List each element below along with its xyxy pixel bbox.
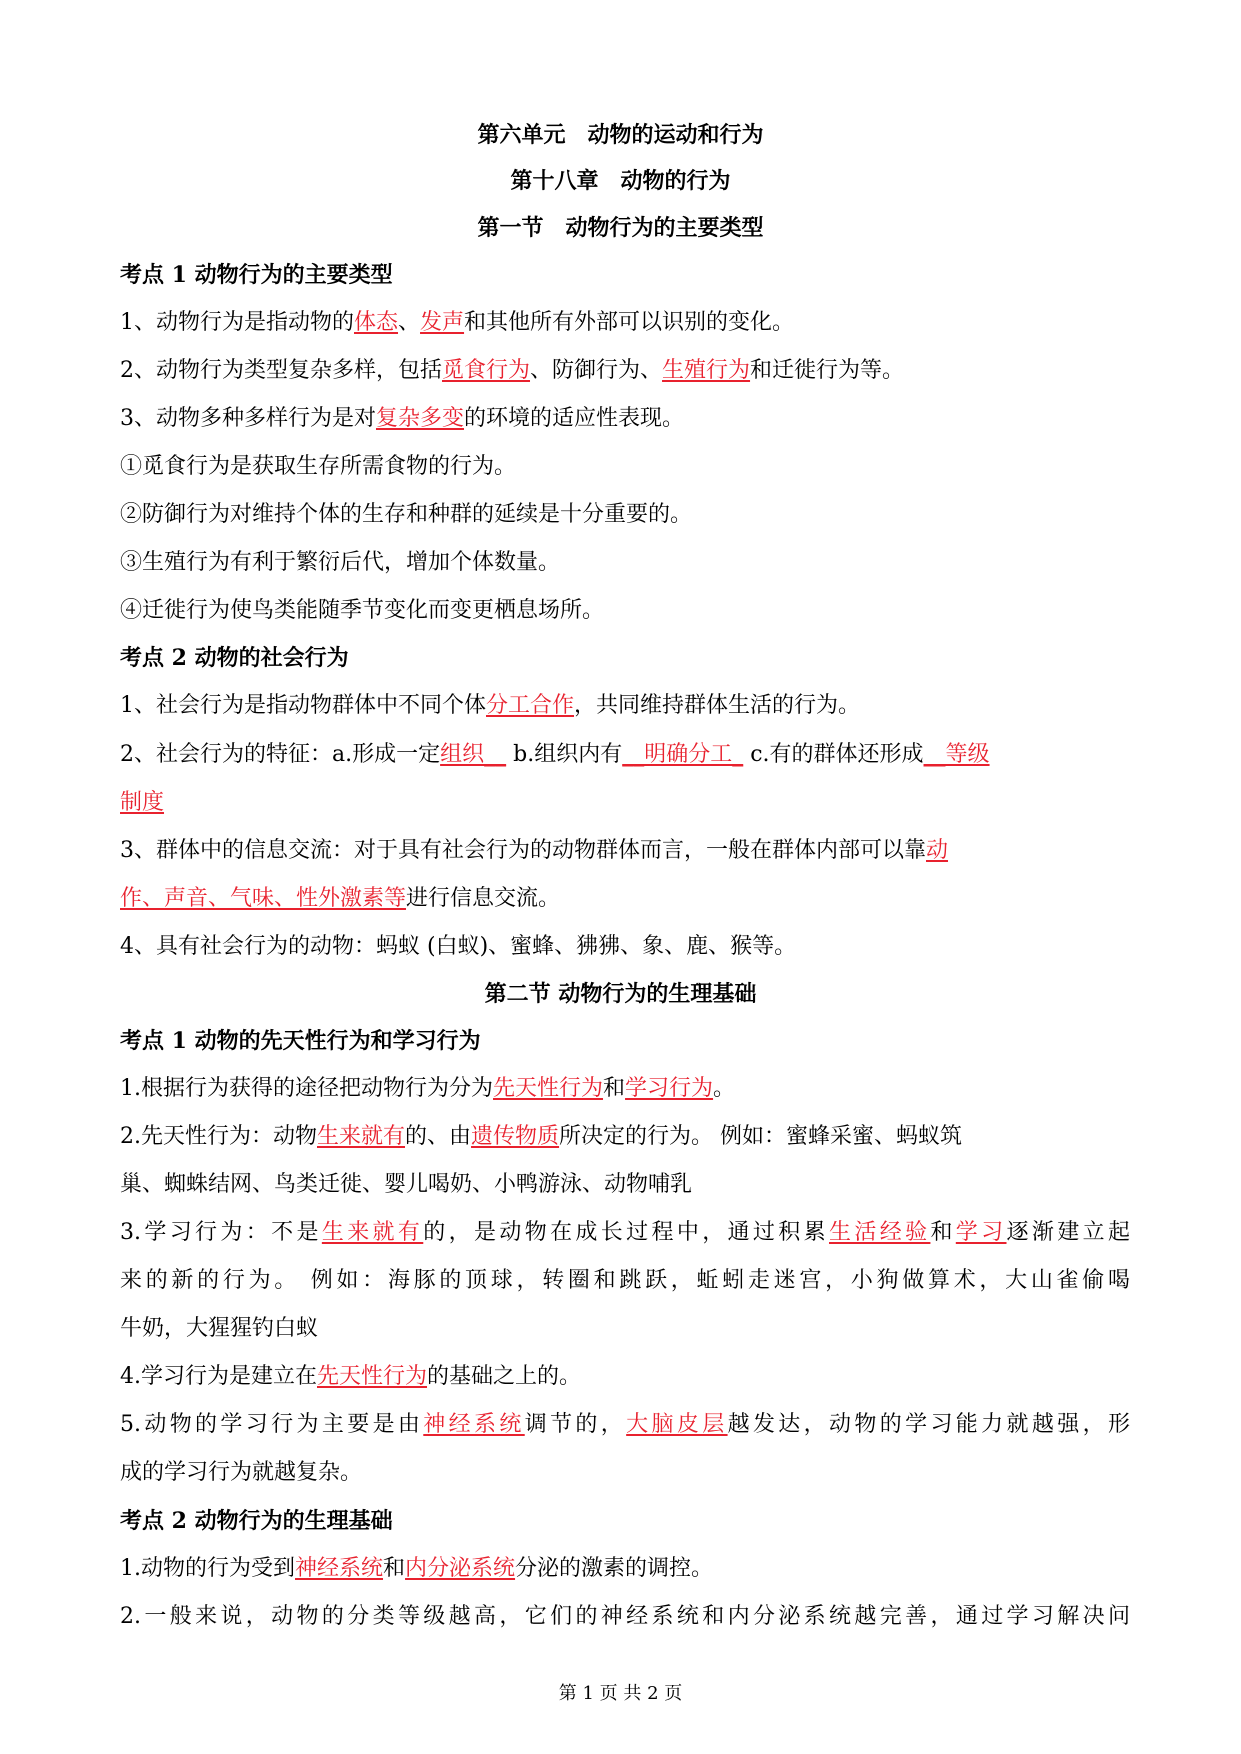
text-line bbox=[120, 452, 1130, 482]
answer-blank: 先天性行为 bbox=[493, 1076, 604, 1101]
text-run: 和 bbox=[603, 1076, 626, 1101]
text-run: 2、社会行为的特征：a.形成一定 bbox=[120, 742, 441, 767]
heading-line bbox=[120, 1026, 1130, 1056]
text-line bbox=[120, 404, 1130, 434]
text-run: 分泌的激素的调控。 bbox=[515, 1556, 714, 1581]
answer-blank: 生活经验 bbox=[829, 1220, 931, 1245]
text-run: 第十八章 动物的行为 bbox=[510, 168, 731, 194]
text-line bbox=[120, 788, 1130, 818]
answer-blank: 觅食行为 bbox=[442, 358, 531, 383]
answer-blank: 体态 bbox=[354, 310, 399, 335]
text-run: 4、具有社会行为的动物：蚂蚁 (白蚁)、蜜蜂、狒狒、象、鹿、猴等。 bbox=[120, 934, 797, 959]
text-run: 2、动物行为类型复杂多样，包括 bbox=[120, 358, 442, 383]
heading-line bbox=[0, 979, 1241, 1009]
text-line bbox=[120, 1314, 1130, 1344]
text-run: 考点 1 动物的先天性行为和学习行为 bbox=[120, 1028, 481, 1054]
text-run: 。 bbox=[713, 1076, 736, 1101]
text-run: 3、动物多种多样行为是对 bbox=[120, 406, 376, 431]
text-run: ，共同维持群体生活的行为。 bbox=[574, 693, 861, 718]
text-line bbox=[120, 356, 1130, 386]
text-line bbox=[120, 884, 1130, 914]
heading-line bbox=[120, 643, 1130, 673]
answer-blank: __明确分工_ bbox=[622, 742, 744, 767]
text-run: 5.动物的学习行为主要是由 bbox=[120, 1412, 424, 1437]
text-line bbox=[120, 1458, 1130, 1488]
heading-line bbox=[120, 260, 1130, 290]
text-run: 和 bbox=[930, 1220, 956, 1245]
text-line bbox=[120, 1170, 1130, 1200]
answer-blank: 遗传物质 bbox=[471, 1124, 560, 1149]
answer-blank: 神经系统 bbox=[295, 1556, 384, 1581]
text-run: 和 bbox=[383, 1556, 406, 1581]
answer-blank: 学习行为 bbox=[625, 1076, 714, 1101]
text-run: 的基础之上的。 bbox=[427, 1364, 582, 1389]
text-run: ①觅食行为是获取生存所需食物的行为。 bbox=[120, 454, 517, 479]
text-line bbox=[120, 548, 1130, 578]
page-footer: 第 1 页 共 2 页 bbox=[558, 1683, 683, 1704]
heading-line bbox=[0, 166, 1241, 196]
answer-blank: 神经系统 bbox=[423, 1412, 525, 1437]
text-line bbox=[120, 1554, 1130, 1584]
text-run: 来的新的行为。 例如：海豚的顶球，转圈和跳跃，蚯蚓走迷宫，小狗做算术，大山雀偷喝 bbox=[120, 1268, 1130, 1293]
heading-line bbox=[120, 1506, 1130, 1536]
text-line bbox=[120, 932, 1130, 962]
text-line bbox=[120, 1074, 1130, 1104]
text-run: 调节的， bbox=[524, 1412, 627, 1437]
answer-blank: 分工合作 bbox=[486, 693, 575, 718]
text-run: 牛奶，大猩猩钓白蚁 bbox=[120, 1316, 319, 1341]
text-run: 4.学习行为是建立在 bbox=[120, 1364, 317, 1389]
text-run: 第六单元 动物的运动和行为 bbox=[477, 122, 764, 148]
text-run: 3.学习行为：不是 bbox=[120, 1220, 322, 1245]
text-run: 考点 1 动物行为的主要类型 bbox=[120, 262, 393, 288]
answer-blank: 先天性行为 bbox=[317, 1364, 428, 1389]
heading-line bbox=[0, 213, 1241, 243]
answer-blank: __等级 bbox=[923, 742, 990, 767]
text-run: 第一节 动物行为的主要类型 bbox=[477, 215, 764, 241]
text-run: 的、由 bbox=[405, 1124, 472, 1149]
text-run: 的，是动物在成长过程中，通过积累 bbox=[423, 1220, 829, 1245]
text-run: 的环境的适应性表现。 bbox=[464, 406, 685, 431]
text-run: 所决定的行为。 例如：蜜蜂采蜜、蚂蚁筑 bbox=[559, 1124, 963, 1149]
text-line bbox=[120, 596, 1130, 626]
answer-blank: 组织__ bbox=[440, 742, 507, 767]
text-run: 第二节 动物行为的生理基础 bbox=[484, 981, 757, 1007]
text-run: 成的学习行为就越复杂。 bbox=[120, 1460, 363, 1485]
text-run: ③生殖行为有利于繁衍后代，增加个体数量。 bbox=[120, 550, 561, 575]
text-line bbox=[120, 740, 1130, 770]
answer-blank: 制度 bbox=[120, 790, 165, 815]
answer-blank: 大脑皮层 bbox=[626, 1412, 728, 1437]
text-run: b.组织内有 bbox=[506, 742, 623, 767]
text-line bbox=[120, 1218, 1130, 1248]
text-run: 1、动物行为是指动物的 bbox=[120, 310, 354, 335]
text-run: ②防御行为对维持个体的生存和种群的延续是十分重要的。 bbox=[120, 502, 693, 527]
answer-blank: 发声 bbox=[420, 310, 465, 335]
answer-blank: 作、声音、气味、性外激素等 bbox=[120, 886, 407, 911]
text-run: 逐渐建立起 bbox=[1006, 1220, 1130, 1245]
text-run: 越发达，动物的学习能力就越强，形 bbox=[727, 1412, 1130, 1437]
text-run: 、防御行为、 bbox=[530, 358, 663, 383]
text-line bbox=[120, 1122, 1130, 1152]
text-run: 1、社会行为是指动物群体中不同个体 bbox=[120, 693, 486, 718]
text-run: 巢、蜘蛛结网、鸟类迁徙、婴儿喝奶、小鸭游泳、动物哺乳 bbox=[120, 1172, 693, 1197]
text-run: 2.先天性行为：动物 bbox=[120, 1124, 317, 1149]
text-line bbox=[120, 308, 1130, 338]
text-run: 1.动物的行为受到 bbox=[120, 1556, 295, 1581]
text-run: 和迁徙行为等。 bbox=[750, 358, 905, 383]
answer-blank: 动 bbox=[926, 838, 949, 863]
text-line bbox=[120, 1410, 1130, 1440]
heading-line bbox=[0, 120, 1241, 150]
text-run: 考点 2 动物行为的生理基础 bbox=[120, 1508, 393, 1534]
answer-blank: 生来就有 bbox=[321, 1220, 424, 1245]
text-line bbox=[120, 500, 1130, 530]
text-line bbox=[120, 836, 1130, 866]
answer-blank: 生来就有 bbox=[317, 1124, 406, 1149]
text-run: 、 bbox=[398, 310, 421, 335]
text-line bbox=[120, 1602, 1130, 1632]
text-run: c.有的群体还形成 bbox=[743, 742, 924, 767]
answer-blank: 生殖行为 bbox=[662, 358, 751, 383]
text-run: 进行信息交流。 bbox=[406, 886, 561, 911]
text-run: ④迁徙行为使鸟类能随季节变化而变更栖息场所。 bbox=[120, 598, 605, 623]
text-run: 3、群体中的信息交流：对于具有社会行为的动物群体而言，一般在群体内部可以靠 bbox=[120, 838, 926, 863]
text-line bbox=[120, 1266, 1130, 1296]
answer-blank: 复杂多变 bbox=[376, 406, 465, 431]
text-run: 2.一般来说，动物的分类等级越高，它们的神经系统和内分泌系统越完善，通过学习解决问 bbox=[120, 1604, 1130, 1629]
answer-blank: 内分泌系统 bbox=[405, 1556, 516, 1581]
text-run: 和其他所有外部可以识别的变化。 bbox=[464, 310, 795, 335]
text-line bbox=[120, 691, 1130, 721]
text-line bbox=[120, 1362, 1130, 1392]
text-run: 1.根据行为获得的途径把动物行为分为 bbox=[120, 1076, 493, 1101]
text-run: 考点 2 动物的社会行为 bbox=[120, 645, 349, 671]
answer-blank: 学习 bbox=[955, 1220, 1007, 1245]
